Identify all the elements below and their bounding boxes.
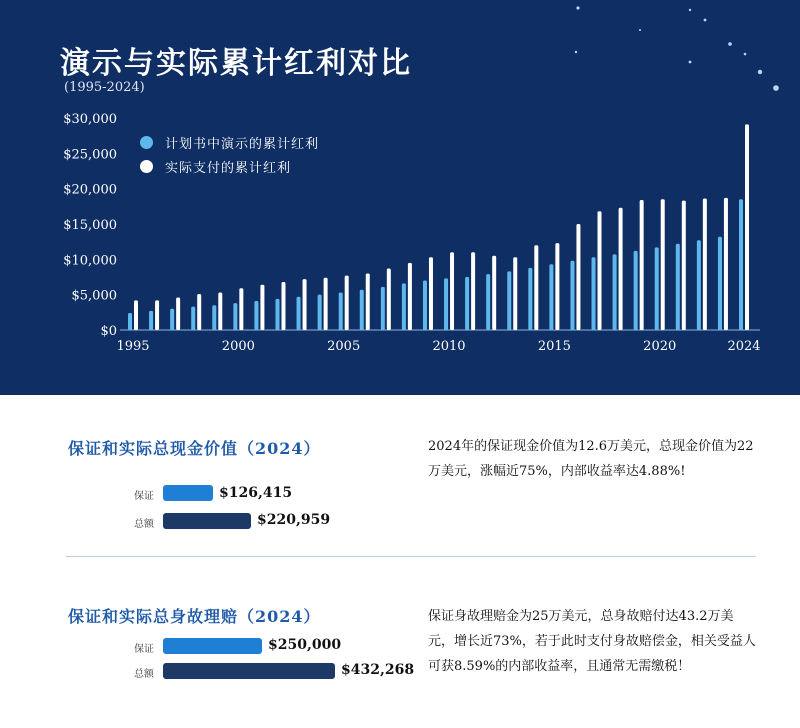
bar-illustrated-2012 [486, 274, 490, 330]
death-total-value: $432,268 [341, 662, 415, 678]
legend-dot-actual [140, 160, 153, 173]
cash-guaranteed-label: 保证 [134, 491, 154, 502]
x-tick-label-2020: 2020 [643, 339, 677, 354]
bar-illustrated-2002 [275, 299, 279, 330]
bar-actual-2020 [661, 199, 665, 330]
x-tick-label-2015: 2015 [537, 339, 571, 354]
y-tick-label: $0 [100, 324, 117, 339]
bar-illustrated-2017 [592, 257, 596, 330]
bar-actual-2011 [471, 252, 475, 330]
bar-actual-1995 [134, 300, 138, 330]
cash-guaranteed-bar [163, 485, 213, 501]
bar-actual-2019 [640, 200, 644, 330]
star-2 [704, 19, 707, 22]
page-subtitle: (1995-2024) [64, 80, 145, 95]
bar-illustrated-2001 [254, 301, 258, 330]
bar-illustrated-1999 [212, 305, 216, 330]
bar-illustrated-1995 [128, 313, 132, 330]
star-7 [575, 51, 577, 53]
bar-actual-2008 [408, 263, 412, 330]
bar-illustrated-2013 [507, 271, 511, 330]
x-tick-label-2010: 2010 [432, 339, 466, 354]
star-4 [744, 53, 747, 56]
x-tick-label-2024: 2024 [727, 339, 761, 354]
bar-actual-2007 [387, 269, 391, 330]
star-9 [639, 29, 641, 31]
death-benefit-title: 保证和实际总身故理赔（2024） [68, 607, 321, 626]
bar-actual-2006 [366, 273, 370, 330]
bar-actual-2023 [724, 198, 728, 330]
bar-actual-1999 [218, 293, 222, 330]
bar-illustrated-2022 [697, 240, 701, 330]
bar-illustrated-2006 [360, 290, 364, 330]
bar-actual-2012 [492, 256, 496, 330]
bar-actual-1997 [176, 297, 180, 330]
star-3 [728, 42, 732, 46]
cash-total-bar [163, 513, 251, 529]
bar-actual-2010 [450, 252, 454, 330]
legend-label-actual: 实际支付的累计红利 [165, 161, 292, 176]
bar-illustrated-2000 [233, 303, 237, 330]
cash-total-value: $220,959 [257, 512, 331, 528]
death-benefit-description: 保证身故理赔金为25万美元，总身故赔付达43.2万美元，增长近73%，若于此时支付身故赔偿金，相关受益人可获8.59%的内部收益率，且通常无需缴税！ [428, 609, 756, 674]
bar-illustrated-1997 [170, 309, 174, 330]
bar-illustrated-2005 [339, 293, 343, 330]
bar-actual-2000 [239, 288, 243, 330]
bar-illustrated-1998 [191, 307, 195, 330]
bar-actual-2001 [260, 285, 264, 330]
y-tick-label: $15,000 [63, 218, 117, 233]
legend-label-illustrated: 计划书中演示的累计红利 [165, 137, 320, 152]
bar-illustrated-2007 [381, 287, 385, 330]
bar-illustrated-2009 [423, 281, 427, 330]
star-1 [689, 9, 691, 11]
bar-illustrated-2004 [318, 295, 322, 330]
legend-item-actual [140, 157, 291, 176]
bar-actual-2018 [619, 208, 623, 330]
y-tick-label: $5,000 [71, 288, 117, 304]
section-divider [66, 556, 756, 557]
bar-illustrated-2024 [739, 199, 743, 330]
star-5 [758, 70, 762, 74]
cash-value-description: 2024年的保证现金价值为12.6万美元，总现金价值为22万美元，涨幅近75%，内部收益率达4.88%! [428, 439, 754, 479]
bar-actual-2002 [281, 282, 285, 330]
cash-guaranteed-value: $126,415 [219, 485, 293, 501]
bar-actual-1996 [155, 300, 159, 330]
bar-actual-2024 [745, 124, 749, 330]
bar-actual-2009 [429, 257, 433, 330]
bar-illustrated-2023 [718, 237, 722, 330]
death-guaranteed-value: $250,000 [268, 637, 342, 653]
bar-illustrated-1996 [149, 311, 153, 330]
bar-illustrated-2003 [297, 297, 301, 330]
legend-item-illustrated [140, 133, 319, 152]
cash-value-title: 保证和实际总现金价值（2024） [68, 439, 321, 458]
x-tick-label-2000: 2000 [221, 339, 255, 354]
star-6 [773, 85, 779, 91]
bar-actual-2017 [598, 211, 602, 330]
bar-illustrated-2020 [655, 247, 659, 330]
bar-actual-2004 [324, 278, 328, 330]
star-0 [576, 6, 579, 9]
bar-actual-2015 [555, 243, 559, 330]
death-total-bar [163, 663, 335, 679]
bar-actual-2016 [576, 224, 580, 330]
bar-illustrated-2019 [634, 251, 638, 330]
death-guaranteed-label: 保证 [134, 644, 154, 655]
cash-total-label: 总额 [134, 519, 154, 530]
bar-actual-2014 [534, 245, 538, 330]
bar-actual-2022 [703, 199, 707, 330]
bar-illustrated-2014 [528, 268, 532, 330]
y-tick-label: $20,000 [63, 182, 117, 198]
bar-actual-2021 [682, 201, 686, 330]
legend-dot-illustrated [140, 136, 153, 149]
y-tick-label: $10,000 [63, 253, 117, 269]
bar-illustrated-2008 [402, 283, 406, 330]
star-8 [689, 61, 692, 64]
bar-actual-2013 [513, 257, 517, 330]
bar-illustrated-2015 [549, 264, 553, 330]
x-tick-label-2005: 2005 [327, 339, 361, 354]
bar-illustrated-2010 [444, 278, 448, 330]
bar-actual-1998 [197, 294, 201, 330]
bar-illustrated-2018 [613, 254, 617, 330]
bar-illustrated-2021 [676, 244, 680, 330]
bar-actual-2005 [345, 276, 349, 330]
death-total-label: 总额 [134, 669, 154, 680]
y-tick-label: $25,000 [63, 147, 117, 163]
bar-illustrated-2016 [570, 261, 574, 330]
page-title: 演示与实际累计红利对比 [60, 46, 412, 81]
bar-actual-2003 [303, 279, 307, 330]
death-guaranteed-bar [163, 638, 262, 654]
bar-illustrated-2011 [465, 277, 469, 330]
x-tick-label-1995: 1995 [116, 339, 150, 354]
y-tick-label: $30,000 [63, 112, 117, 127]
